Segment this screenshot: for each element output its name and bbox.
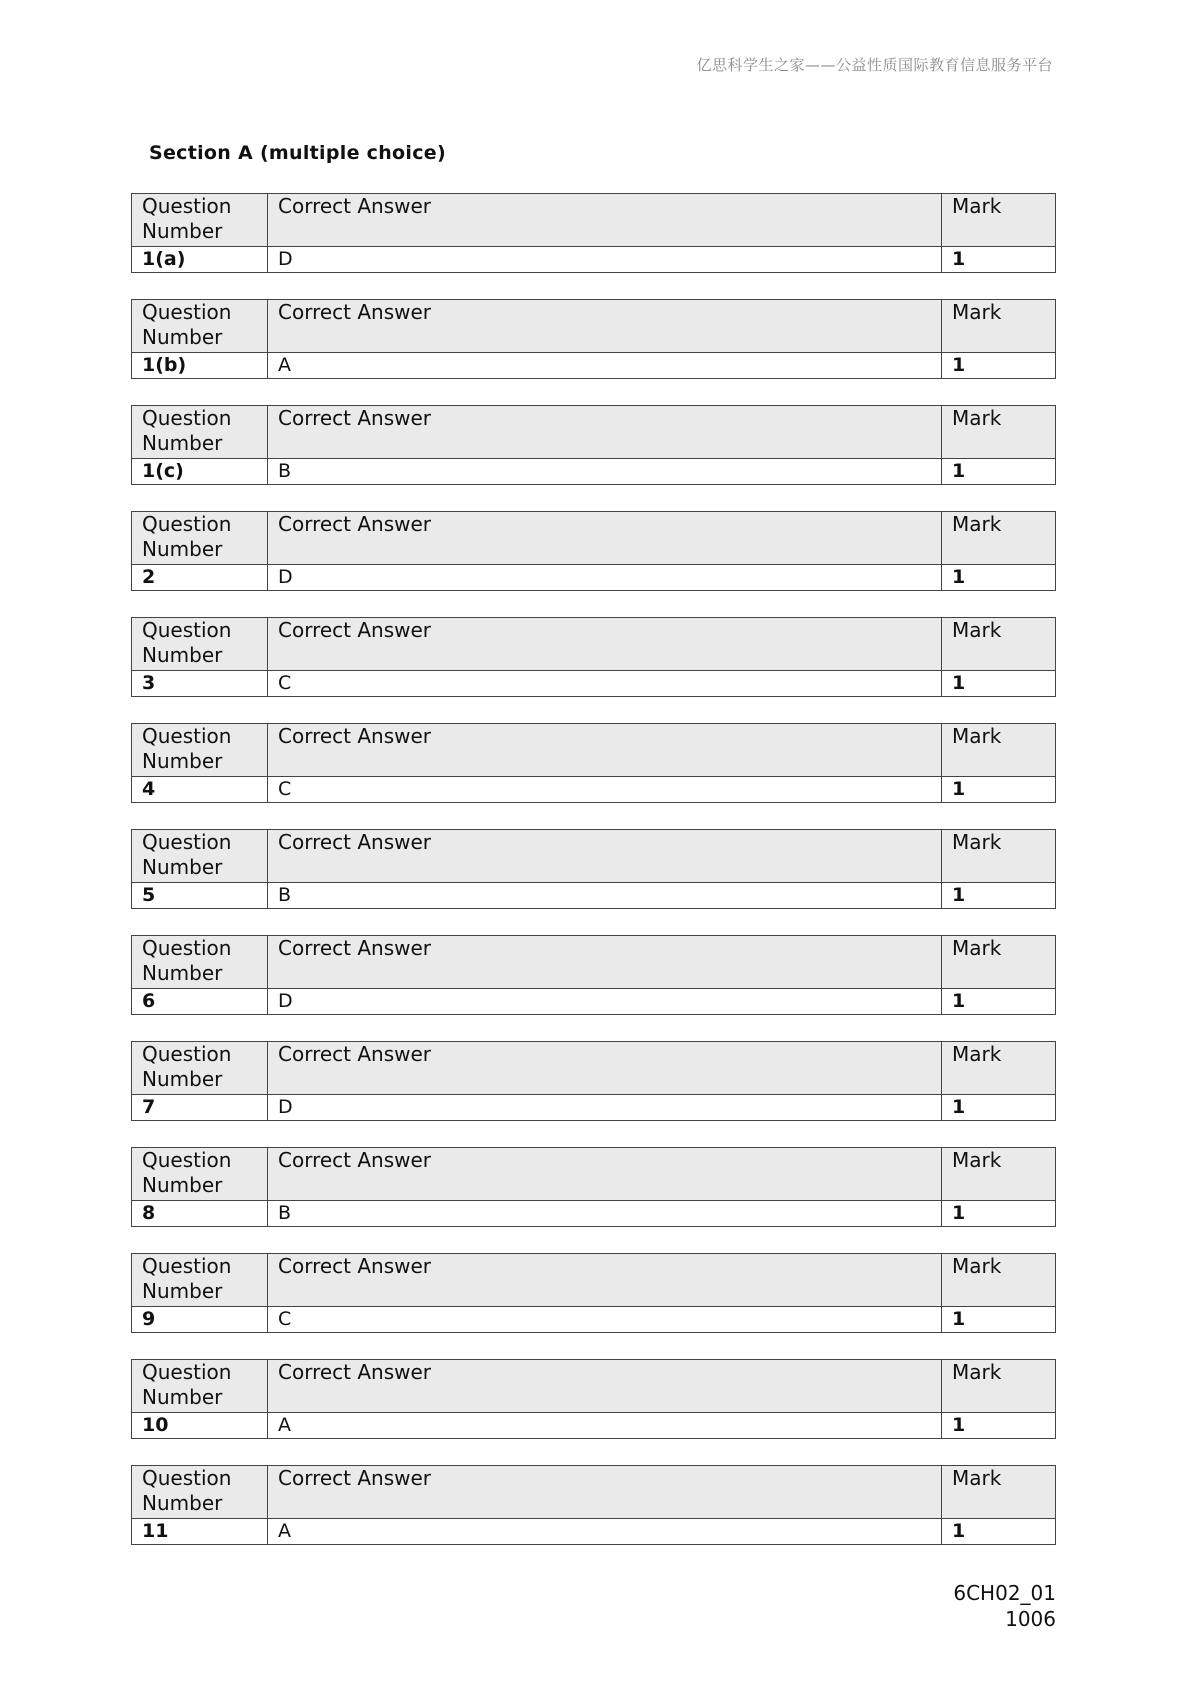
question-number-header: Question Number [132, 1466, 268, 1519]
correct-answer: B [268, 1201, 942, 1227]
question-table [131, 1253, 1056, 1333]
mark-value: 1 [942, 989, 1056, 1015]
question-table [131, 1465, 1056, 1545]
mark-value: 1 [942, 247, 1056, 273]
correct-answer: D [268, 247, 942, 273]
correct-answer: A [268, 1413, 942, 1439]
correct-answer: C [268, 1307, 942, 1333]
correct-answer: D [268, 989, 942, 1015]
question-table [131, 1359, 1056, 1439]
question-number-header: Question Number [132, 1148, 268, 1201]
mark-header: Mark [942, 1042, 1056, 1095]
correct-answer-header: Correct Answer [268, 194, 942, 247]
table-row [132, 459, 1056, 485]
paper-code: 6CH02_01 [953, 1581, 1056, 1605]
question-number-header: Question Number [132, 1042, 268, 1095]
question-table [131, 1041, 1056, 1121]
question-number: 1(b) [132, 353, 268, 379]
question-number-header: Question Number [132, 512, 268, 565]
question-number: 9 [132, 1307, 268, 1333]
correct-answer: D [268, 565, 942, 591]
table-row [132, 989, 1056, 1015]
table-row [132, 1201, 1056, 1227]
mark-value: 1 [942, 671, 1056, 697]
table-row [132, 247, 1056, 273]
page-footer [953, 1580, 1056, 1632]
table-row [132, 1307, 1056, 1333]
mark-header: Mark [942, 830, 1056, 883]
mark-value: 1 [942, 353, 1056, 379]
correct-answer: C [268, 777, 942, 803]
question-table [131, 829, 1056, 909]
table-row [132, 1519, 1056, 1545]
question-number: 11 [132, 1519, 268, 1545]
question-number: 1(c) [132, 459, 268, 485]
question-table [131, 511, 1056, 591]
mark-value: 1 [942, 1413, 1056, 1439]
correct-answer-header: Correct Answer [268, 1042, 942, 1095]
question-number-header: Question Number [132, 300, 268, 353]
mark-value: 1 [942, 1095, 1056, 1121]
question-number-header: Question Number [132, 194, 268, 247]
question-number: 3 [132, 671, 268, 697]
question-number-header: Question Number [132, 724, 268, 777]
correct-answer: B [268, 459, 942, 485]
correct-answer-header: Correct Answer [268, 300, 942, 353]
mark-header: Mark [942, 1148, 1056, 1201]
correct-answer: A [268, 1519, 942, 1545]
question-number: 1(a) [132, 247, 268, 273]
site-header: 亿思科学生之家——公益性质国际教育信息服务平台 [696, 56, 1053, 74]
correct-answer-header: Correct Answer [268, 1360, 942, 1413]
table-row [132, 671, 1056, 697]
question-number: 6 [132, 989, 268, 1015]
table-row [132, 1413, 1056, 1439]
question-number-header: Question Number [132, 936, 268, 989]
question-number: 4 [132, 777, 268, 803]
mark-value: 1 [942, 1307, 1056, 1333]
correct-answer: D [268, 1095, 942, 1121]
question-number-header: Question Number [132, 1360, 268, 1413]
correct-answer-header: Correct Answer [268, 936, 942, 989]
correct-answer-header: Correct Answer [268, 512, 942, 565]
paper-date: 1006 [1005, 1607, 1056, 1631]
question-number-header: Question Number [132, 406, 268, 459]
correct-answer-header: Correct Answer [268, 1254, 942, 1307]
mark-value: 1 [942, 565, 1056, 591]
question-number: 7 [132, 1095, 268, 1121]
question-number-header: Question Number [132, 1254, 268, 1307]
question-table [131, 723, 1056, 803]
answer-tables [131, 193, 1056, 1571]
question-table [131, 405, 1056, 485]
table-row [132, 353, 1056, 379]
correct-answer: A [268, 353, 942, 379]
section-title: Section A (multiple choice) [149, 142, 446, 164]
correct-answer-header: Correct Answer [268, 406, 942, 459]
mark-header: Mark [942, 724, 1056, 777]
question-table [131, 193, 1056, 273]
correct-answer-header: Correct Answer [268, 1466, 942, 1519]
mark-header: Mark [942, 406, 1056, 459]
mark-header: Mark [942, 512, 1056, 565]
question-number: 5 [132, 883, 268, 909]
mark-value: 1 [942, 459, 1056, 485]
mark-header: Mark [942, 300, 1056, 353]
correct-answer-header: Correct Answer [268, 724, 942, 777]
table-row [132, 565, 1056, 591]
question-table [131, 935, 1056, 1015]
question-table [131, 299, 1056, 379]
correct-answer: B [268, 883, 942, 909]
question-number-header: Question Number [132, 830, 268, 883]
table-row [132, 777, 1056, 803]
correct-answer-header: Correct Answer [268, 618, 942, 671]
question-number: 2 [132, 565, 268, 591]
mark-header: Mark [942, 618, 1056, 671]
question-table [131, 617, 1056, 697]
question-number: 10 [132, 1413, 268, 1439]
correct-answer-header: Correct Answer [268, 1148, 942, 1201]
mark-header: Mark [942, 1254, 1056, 1307]
correct-answer: C [268, 671, 942, 697]
table-row [132, 883, 1056, 909]
mark-value: 1 [942, 1519, 1056, 1545]
mark-header: Mark [942, 1466, 1056, 1519]
question-number: 8 [132, 1201, 268, 1227]
question-table [131, 1147, 1056, 1227]
mark-value: 1 [942, 777, 1056, 803]
mark-value: 1 [942, 1201, 1056, 1227]
table-row [132, 1095, 1056, 1121]
mark-header: Mark [942, 194, 1056, 247]
mark-header: Mark [942, 936, 1056, 989]
mark-value: 1 [942, 883, 1056, 909]
correct-answer-header: Correct Answer [268, 830, 942, 883]
question-number-header: Question Number [132, 618, 268, 671]
mark-header: Mark [942, 1360, 1056, 1413]
